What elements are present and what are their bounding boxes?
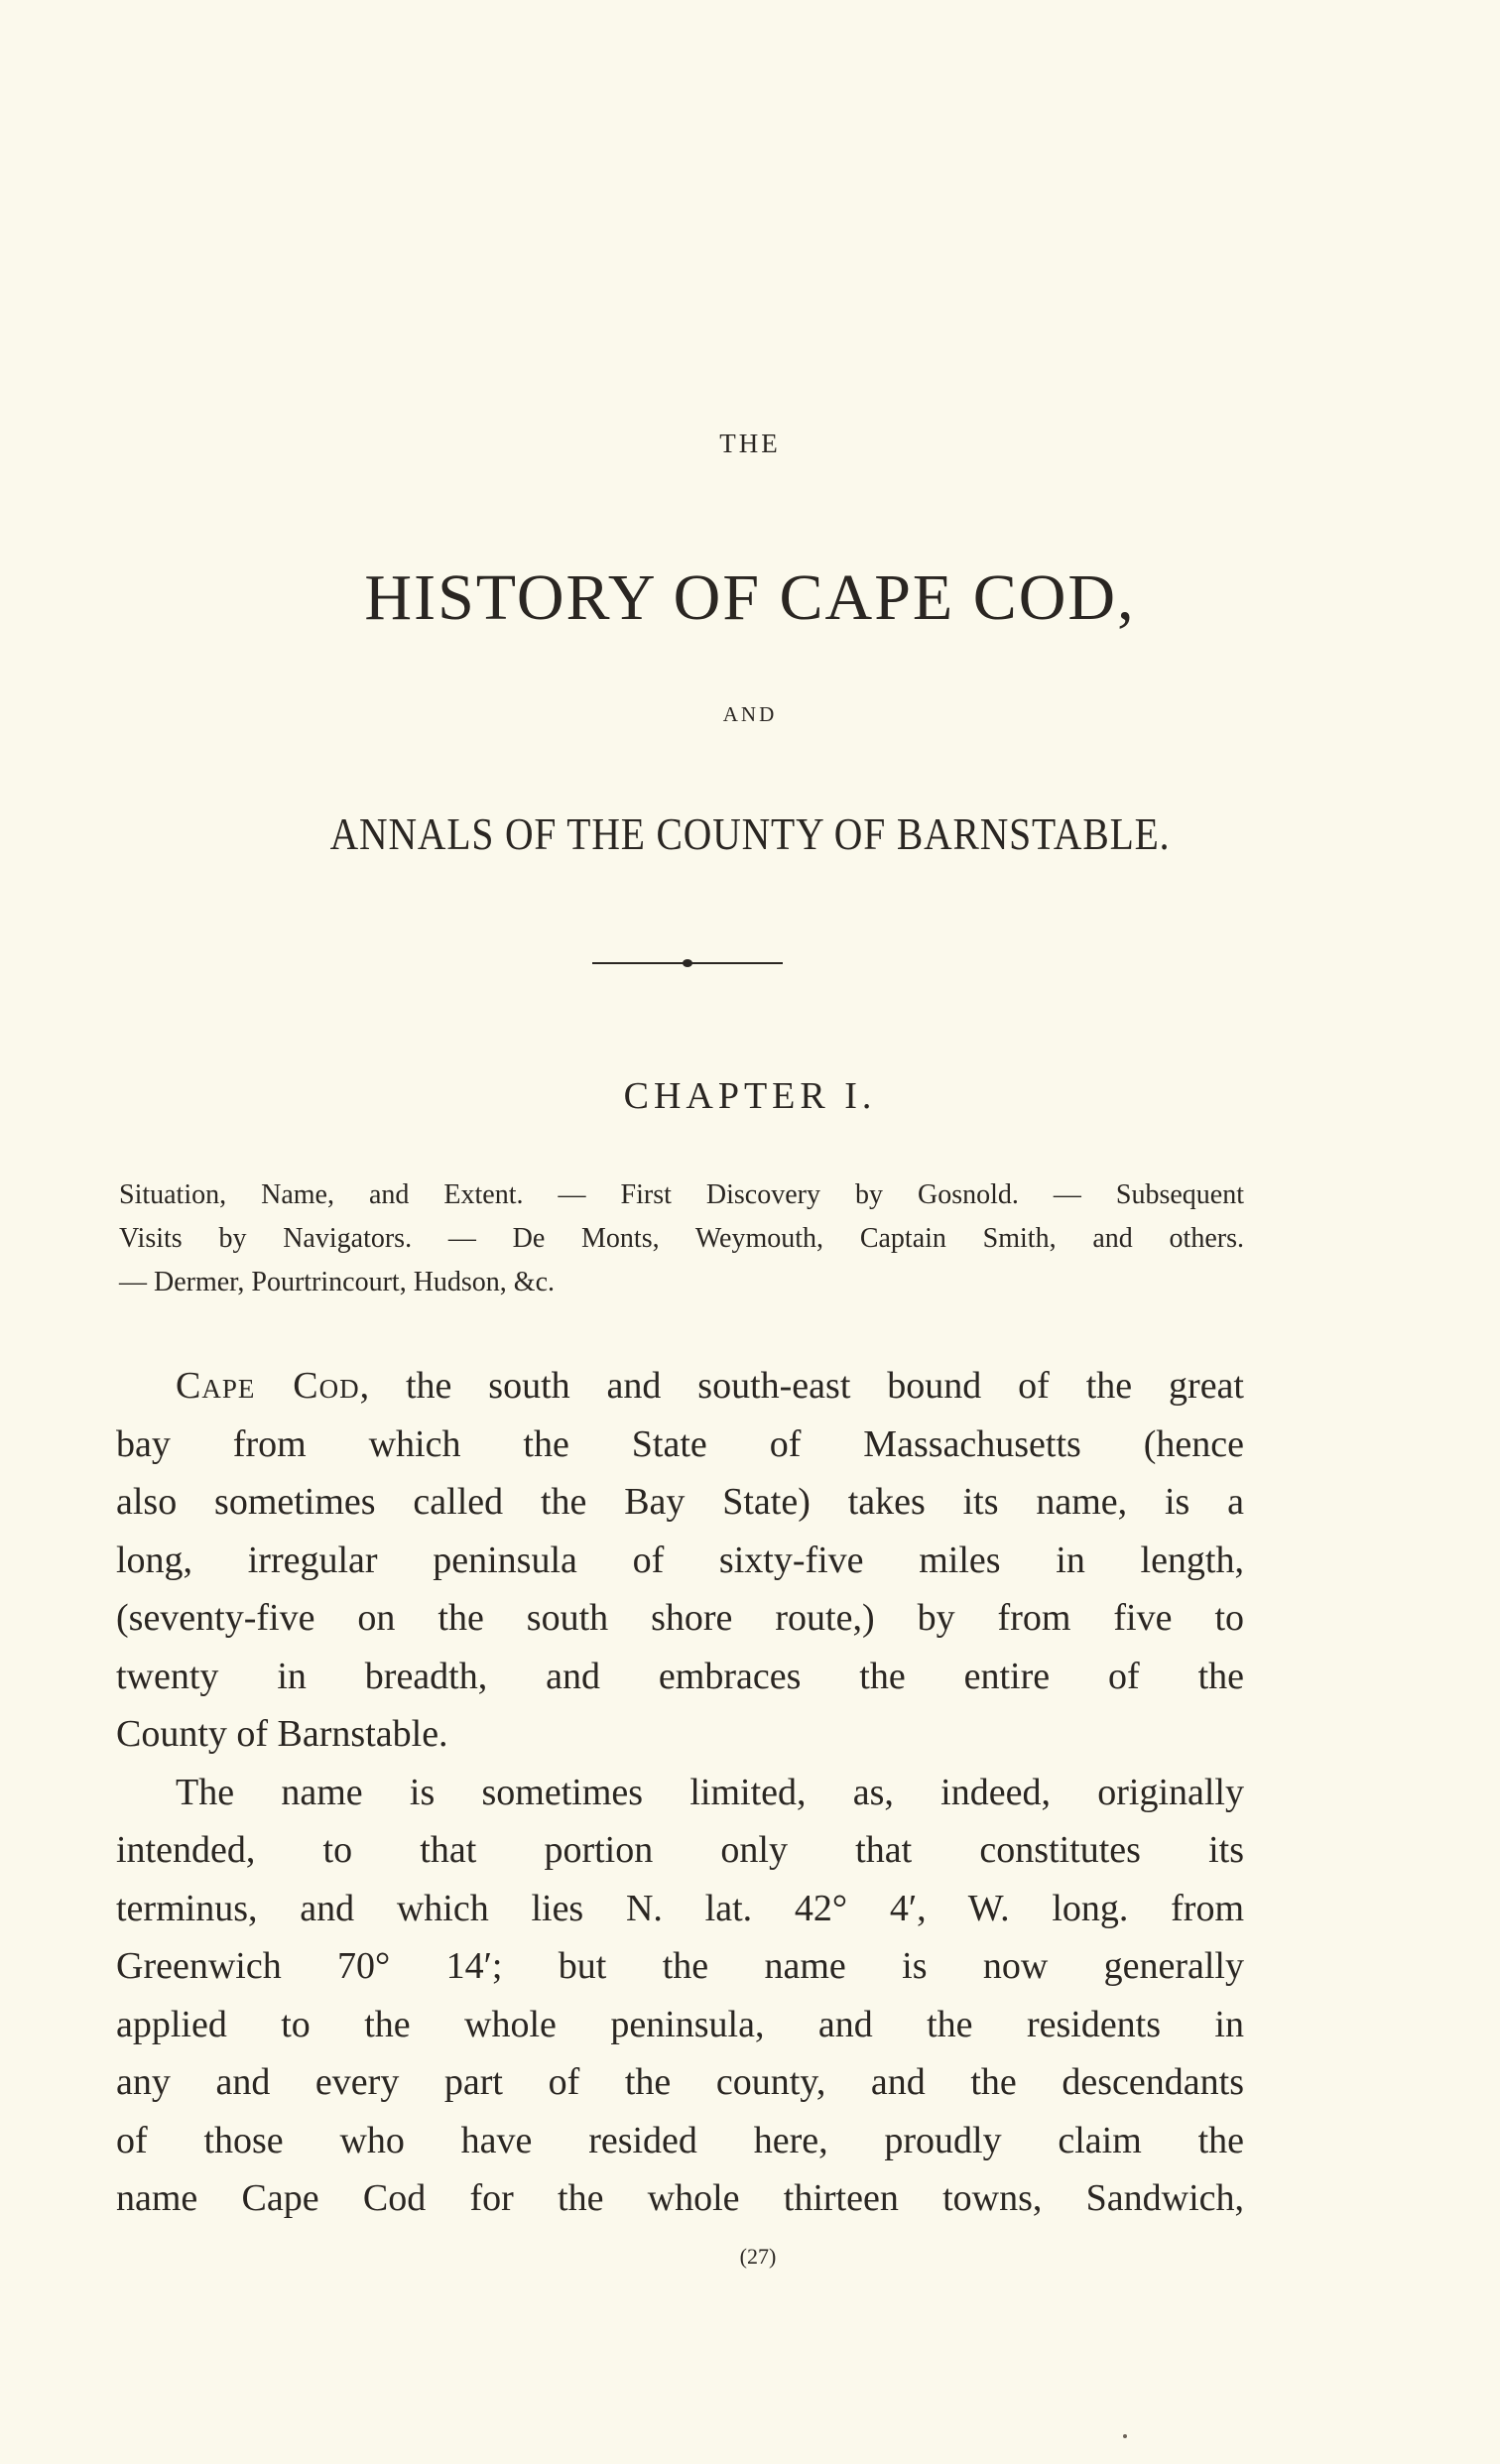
body-line: twenty in breadth, and embraces the entire of the — [116, 1655, 1244, 1697]
body-line: terminus, and which lies N. lat. 42° 4′, W. long. from — [116, 1887, 1244, 1929]
lead-small-caps: Cape Cod — [176, 1365, 360, 1407]
body-line: County of Barnstable. — [116, 1713, 448, 1755]
page-number: (27) — [739, 2244, 777, 2269]
body-line: (seventy-five on the south shore route,) by from five to — [116, 1597, 1244, 1639]
body-text — [116, 1357, 1244, 2228]
body-line: name Cape Cod for the whole thirteen towns, Sandwich, — [116, 2177, 1244, 2219]
body-line: any and every part of the county, and the descendants — [116, 2061, 1244, 2103]
body-line: applied to the whole peninsula, and the residents in — [116, 2003, 1244, 2045]
body-line: of those who have resided here, proudly claim the — [116, 2119, 1244, 2161]
body-line: intended, to that portion only that constitutes its — [116, 1829, 1244, 1871]
pre-title: THE — [719, 429, 781, 458]
paper-speck — [1123, 2434, 1127, 2438]
sub-title: ANNALS OF THE COUNTY OF BARNSTABLE. — [329, 808, 1171, 859]
synopsis-line: — Dermer, Pourtrincourt, Hudson, &c. — [119, 1267, 556, 1297]
first-body-line — [116, 1357, 1244, 1416]
chapter-synopsis — [119, 1173, 1244, 1304]
synopsis-line: Visits by Navigators. — De Monts, Weymouth, Captain Smith, and others. — [119, 1223, 1244, 1254]
ornamental-rule-dot — [683, 959, 692, 967]
main-title: HISTORY OF CAPE COD, — [364, 561, 1136, 634]
body-line: long, irregular peninsula of sixty-five miles in length, — [116, 1539, 1244, 1581]
first-line-rest: , the south and south-east bound of the great — [359, 1365, 1244, 1407]
body-line: also sometimes called the Bay State) takes its name, is a — [116, 1481, 1244, 1523]
chapter-heading: CHAPTER I. — [623, 1075, 877, 1117]
body-line: Greenwich 70° 14′; but the name is now generally — [116, 1945, 1244, 1987]
synopsis-line: Situation, Name, and Extent. — First Discovery by Gosnold. — Subsequent — [119, 1179, 1244, 1210]
body-line: bay from which the State of Massachusetts (hence — [116, 1422, 1244, 1465]
title-conjunction: AND — [722, 702, 778, 726]
body-line: The name is sometimes limited, as, indeed, originally — [176, 1771, 1244, 1813]
